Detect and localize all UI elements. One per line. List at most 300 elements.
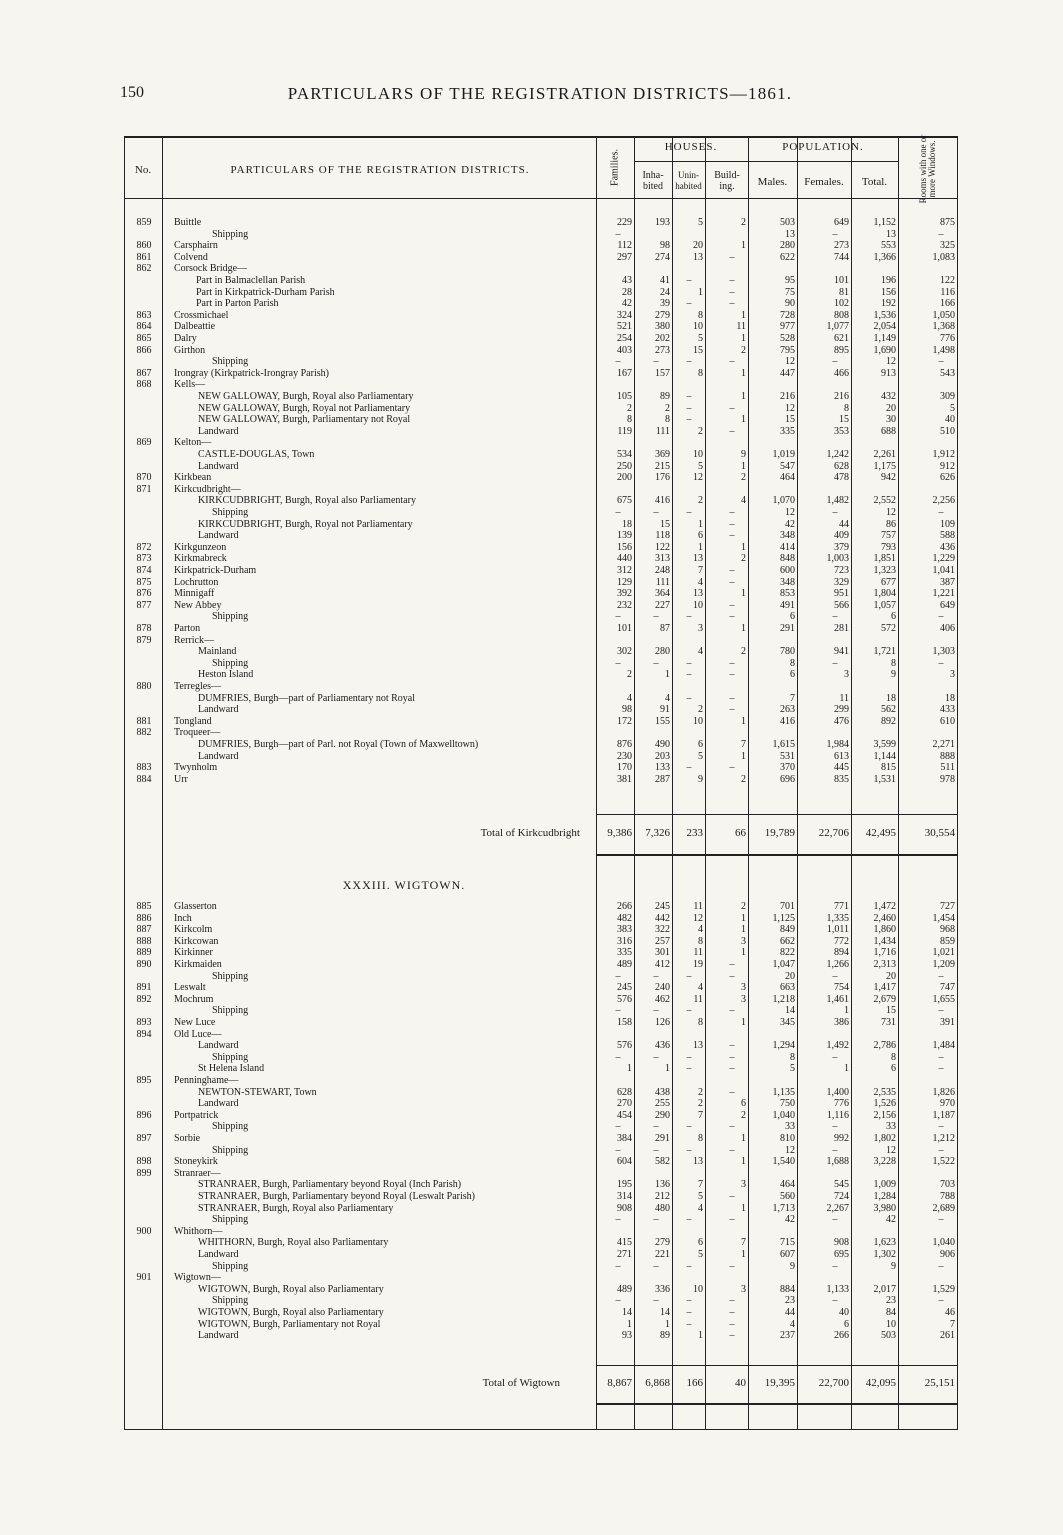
row-cell: 6 [891,611,896,623]
row-cell: 2,679 [873,993,896,1005]
total-cell: 9,386 [607,827,632,839]
row-cell: – [832,1144,838,1156]
row-district-name: Tongland [174,715,212,727]
row-cell: 280 [780,240,795,252]
row-cell: 248 [655,565,670,576]
row-cell: – [653,1214,659,1226]
row-cell: 122 [655,541,670,553]
row-cell: 884 [780,1283,795,1295]
row-cell: 12 [785,356,795,368]
row-cell: 33 [886,1121,896,1133]
row-cell: 195 [617,1179,632,1191]
row-cell: 1 [741,912,746,924]
row-cell: – [832,356,838,368]
row-cell: 212 [655,1191,670,1202]
table-row [0,346,1063,356]
row-district-name: Shipping [212,1214,249,1226]
row-cell: 1,721 [873,646,896,658]
row-cell: 649 [940,599,955,611]
row-cell: 2 [627,402,632,414]
row-district-name: NEW GALLOWAY, Burgh, Royal also Parliamentary [198,391,414,402]
row-district-name: Landward [198,1330,239,1342]
row-cell: 227 [655,599,670,611]
table-row [0,1076,1063,1086]
row-district-name: Buittle [174,217,202,228]
row-number: 893 [136,1017,152,1028]
row-cell: – [729,1063,735,1075]
row-district-name: Dalry [174,333,197,344]
row-cell: – [832,611,838,623]
table-row [0,1099,1063,1109]
row-cell: 1,040 [772,1109,795,1121]
row-cell: 1,529 [932,1283,955,1295]
table-row [0,450,1063,460]
row-district-name: Terregles— [174,681,222,692]
table-row [0,1030,1063,1040]
row-cell: 2 [741,553,746,565]
row-cell: 433 [940,704,955,716]
row-cell: 1,302 [873,1249,896,1260]
row-cell: 383 [617,924,632,936]
table-row [0,276,1063,286]
row-district-name: Landward [198,1098,239,1110]
row-cell: 3 [844,669,849,681]
row-cell: 157 [655,367,670,379]
row-cell: 1,009 [873,1179,896,1191]
row-cell: 1 [741,715,746,727]
table-row [0,1296,1063,1306]
row-district-name: Shipping [212,1260,249,1272]
table-row [0,1180,1063,1190]
table-row [0,322,1063,332]
total-cell: 6,868 [645,1377,670,1389]
row-cell: 12 [785,1144,795,1156]
row-cell: 1,912 [932,449,955,460]
row-cell: 688 [881,425,896,437]
row-cell: 381 [617,773,632,785]
row-cell: 534 [617,449,632,460]
row-cell: – [938,1063,944,1075]
row-cell: 95 [785,275,795,286]
row-cell: 230 [617,750,632,762]
row-cell: – [686,669,692,681]
header-houses: HOUSES. [664,141,718,153]
row-number: 900 [136,1225,152,1237]
row-cell: 5 [698,460,703,472]
row-cell: 271 [617,1249,632,1260]
row-number: 873 [136,553,152,565]
row-cell: 1 [698,286,703,298]
row-cell: 263 [780,704,795,716]
row-district-name: Shipping [212,507,249,518]
row-cell: 489 [617,959,632,970]
row-district-name: Shipping [212,1051,249,1063]
row-cell: 2,313 [873,959,896,970]
row-cell: 3 [741,935,746,947]
row-cell: 10 [693,715,703,727]
rule-header-bottom [124,198,958,199]
table-row [0,1122,1063,1132]
row-number: 875 [136,576,152,588]
row-cell: 1,040 [932,1237,955,1249]
row-number: 886 [136,912,152,924]
row-cell: 1 [741,1202,746,1214]
row-district-name: Mochrum [174,993,214,1005]
total-cell: 7,326 [645,827,670,839]
row-cell: 1 [741,1156,746,1168]
row-cell: 1,077 [826,321,849,333]
row-cell: 941 [834,646,849,658]
row-number: 888 [136,935,152,947]
table-row [0,496,1063,506]
row-cell: 1 [741,588,746,600]
row-cell: 215 [655,460,670,472]
row-cell: – [832,1051,838,1063]
row-cell: – [653,1005,659,1017]
row-cell: 1,804 [873,588,896,600]
row-cell: 414 [780,541,795,553]
row-cell: 521 [617,321,632,333]
row-cell: – [729,1086,735,1098]
row-cell: 1 [741,333,746,344]
table-row [0,380,1063,390]
row-cell: 1,011 [826,924,849,936]
table-row [0,589,1063,599]
row-cell: 2,460 [873,912,896,924]
row-cell: 93 [622,1330,632,1342]
table-row [0,659,1063,669]
row-cell: 10 [693,1283,703,1295]
row-cell: 353 [834,425,849,437]
row-cell: 744 [834,251,849,263]
row-cell: 1,526 [873,1098,896,1110]
row-cell: – [729,356,735,368]
total-cell: 22,700 [818,1377,849,1389]
row-number: 881 [136,715,152,727]
row-cell: 848 [780,553,795,565]
row-cell: 170 [617,762,632,774]
row-cell: 273 [655,344,670,356]
row-cell: 2,552 [873,495,896,507]
row-cell: 281 [834,623,849,634]
row-cell: – [729,970,735,982]
row-cell: 193 [655,217,670,228]
row-cell: 436 [655,1040,670,1052]
row-cell: 261 [940,1330,955,1342]
row-cell: 466 [834,367,849,379]
row-cell: 105 [617,391,632,402]
row-number: 870 [136,472,152,484]
row-district-name: Shipping [212,657,249,669]
row-cell: 12 [886,1144,896,1156]
row-cell: – [938,1214,944,1226]
rule-kirk-total-top [596,814,958,815]
row-cell: 793 [881,541,896,553]
row-cell: 8 [665,414,670,426]
row-cell: 20 [693,240,703,252]
table-row [0,438,1063,448]
row-cell: – [729,1260,735,1272]
row-cell: 1 [665,1318,670,1330]
row-cell: 8 [891,1051,896,1063]
row-district-name: Mainland [198,646,237,658]
row-cell: 200 [617,472,632,484]
table-row [0,299,1063,309]
row-cell: – [615,1144,621,1156]
row-cell: 1,116 [826,1109,849,1121]
row-district-name: Penninghame— [174,1075,239,1086]
table-row [0,1169,1063,1179]
row-cell: 2 [741,901,746,912]
row-cell: – [938,356,944,368]
row-cell: 503 [881,1330,896,1342]
row-cell: 715 [780,1237,795,1249]
total-cell: 42,095 [865,1377,896,1389]
row-cell: – [686,970,692,982]
row-cell: – [615,970,621,982]
row-cell: 18 [886,692,896,704]
row-cell: – [729,1051,735,1063]
row-district-name: Kelton— [174,437,212,449]
row-cell: 1 [741,1249,746,1260]
row-cell: 2 [741,344,746,356]
row-cell: – [686,1295,692,1307]
row-cell: 626 [940,472,955,484]
row-cell: – [653,1121,659,1133]
row-district-name: Shipping [212,228,249,240]
row-cell: 754 [834,982,849,994]
row-cell: – [686,414,692,426]
row-cell: 313 [655,553,670,565]
total-cell: 42,495 [865,827,896,839]
row-cell: – [729,565,735,576]
row-cell: 1,984 [826,739,849,750]
row-cell: 5 [698,1191,703,1202]
table-row [0,357,1063,367]
row-cell: 42 [785,1214,795,1226]
row-number: 866 [136,344,152,356]
table-row [0,682,1063,692]
row-cell: 1 [844,1005,849,1017]
row-cell: 1,472 [873,901,896,912]
row-cell: 391 [940,1017,955,1028]
row-cell: 677 [881,576,896,588]
rule-kirk-total-bottom [596,854,958,856]
row-cell: 1,229 [932,553,955,565]
row-cell: 348 [780,530,795,542]
row-cell: 12 [693,912,703,924]
table-row [0,1192,1063,1202]
row-cell: 40 [839,1307,849,1318]
row-cell: 662 [780,935,795,947]
row-cell: 2 [665,402,670,414]
row-number: 884 [136,773,152,785]
row-number: 868 [136,379,152,391]
row-number: 885 [136,901,152,912]
row-cell: 695 [834,1249,849,1260]
row-cell: 15 [839,414,849,426]
row-cell: 4 [698,924,703,936]
row-cell: 155 [655,715,670,727]
row-cell: 11 [693,947,703,959]
row-cell: 11 [736,321,746,333]
rule-wig-total-top [596,1365,958,1366]
row-district-name: DUMFRIES, Burgh—part of Parl. not Royal (Town of Maxwelltown) [198,739,479,750]
row-cell: 102 [834,298,849,310]
row-cell: – [729,599,735,611]
row-cell: 1 [698,1330,703,1342]
row-cell: – [653,507,659,518]
row-cell: 675 [617,495,632,507]
row-cell: 23 [886,1295,896,1307]
row-cell: 1,144 [873,750,896,762]
row-cell: 2 [741,646,746,658]
row-cell: 1 [627,1063,632,1075]
row-cell: 98 [660,240,670,252]
row-cell: – [938,1005,944,1017]
row-cell: 9 [891,669,896,681]
table-row [0,230,1063,240]
row-cell: 10 [693,321,703,333]
row-cell: 1,083 [932,251,955,263]
row-cell: 10 [693,599,703,611]
row-cell: – [938,507,944,518]
row-district-name: Shipping [212,1144,249,1156]
row-cell: 3,980 [873,1202,896,1214]
row-district-name: Shipping [212,1295,249,1307]
row-cell: – [938,1121,944,1133]
row-cell: 156 [881,286,896,298]
header-rooms: Rooms with one or more Windows. [918,134,937,204]
row-cell: 7 [741,1237,746,1249]
row-district-name: Parton [174,623,201,634]
row-cell: 370 [780,762,795,774]
row-cell: 491 [780,599,795,611]
row-district-name: St Helena Island [198,1063,265,1075]
row-cell: 2,054 [873,321,896,333]
row-district-name: Carsphairn [174,240,218,252]
row-district-name: Kirkpatrick-Durham [174,565,257,576]
row-district-name: WIGTOWN, Burgh, Royal also Parliamentary [198,1283,384,1295]
row-cell: 4 [627,692,632,704]
row-district-name: Wigtown— [174,1272,221,1284]
row-cell: 14 [785,1005,795,1017]
row-cell: 1,454 [932,912,955,924]
kirk-total-label: Total of Kirkcudbright [480,827,580,839]
row-district-name: Lochrutton [174,576,219,588]
table-row [0,937,1063,947]
row-cell: 2,261 [873,449,896,460]
table-row [0,473,1063,483]
total-cell: 25,151 [924,1377,955,1389]
row-cell: 701 [780,901,795,912]
row-cell: – [832,507,838,518]
table-row [0,311,1063,321]
row-cell: 454 [617,1109,632,1121]
row-cell: 859 [940,935,955,947]
row-cell: 1,212 [932,1133,955,1144]
table-row [0,1227,1063,1237]
row-cell: 747 [940,982,955,994]
row-cell: 723 [834,565,849,576]
row-cell: 1,498 [932,344,955,356]
row-cell: – [729,762,735,774]
row-cell: 2 [698,495,703,507]
page-title: PARTICULARS OF THE REGISTRATION DISTRICTS—1861. [287,84,793,103]
row-cell: – [729,1005,735,1017]
table-row [0,612,1063,622]
table-row [0,1064,1063,1074]
row-cell: – [686,692,692,704]
header-inhabited: Inha- bited [642,170,664,192]
row-number: 872 [136,541,152,553]
row-cell: 111 [655,576,670,588]
row-cell: 299 [834,704,849,716]
row-cell: 11 [693,993,703,1005]
row-cell: 1,294 [772,1040,795,1052]
row-district-name: Troqueer— [174,727,221,739]
row-cell: 364 [655,588,670,600]
row-cell: 482 [617,912,632,924]
total-cell: 40 [735,1377,746,1389]
row-district-name: CASTLE-DOUGLAS, Town [198,449,315,460]
row-cell: 1,187 [932,1109,955,1121]
table-row [0,1250,1063,1260]
row-cell: 9 [891,1260,896,1272]
row-cell: 255 [655,1098,670,1110]
row-number: 882 [136,727,152,739]
row-cell: 324 [617,309,632,321]
row-cell: 392 [617,588,632,600]
table-row [0,670,1063,680]
row-cell: 297 [617,251,632,263]
row-cell: 5 [698,750,703,762]
row-district-name: New Luce [174,1017,216,1028]
row-cell: – [729,251,735,263]
row-cell: – [615,1005,621,1017]
table-row [0,218,1063,228]
row-cell: – [729,1330,735,1342]
row-cell: 610 [940,715,955,727]
row-cell: 4 [790,1318,795,1330]
row-cell: 7 [698,1179,703,1191]
row-cell: 8 [698,935,703,947]
row-cell: 309 [940,391,955,402]
row-district-name: Crossmichael [174,309,229,321]
row-cell: 1,417 [873,982,896,994]
row-district-name: STRANRAER, Burgh, Parliamentary beyond Royal (Leswalt Parish) [198,1191,476,1202]
row-cell: 6 [698,530,703,542]
row-district-name: Kirkmabreck [174,553,227,565]
row-cell: 6 [790,669,795,681]
row-district-name: Kirkmaiden [174,959,222,970]
row-cell: 553 [881,240,896,252]
row-cell: – [686,1260,692,1272]
table-row [0,554,1063,564]
row-cell: 780 [780,646,795,658]
row-cell: 1,368 [932,321,955,333]
total-cell: 66 [735,827,746,839]
row-cell: – [653,1051,659,1063]
row-cell: 750 [780,1098,795,1110]
row-cell: 2 [741,472,746,484]
row-district-name: Kells— [174,379,206,391]
row-cell: 771 [834,901,849,912]
table-row [0,717,1063,727]
row-cell: 1,366 [873,251,896,263]
row-cell: 894 [834,947,849,959]
row-cell: 1 [741,750,746,762]
